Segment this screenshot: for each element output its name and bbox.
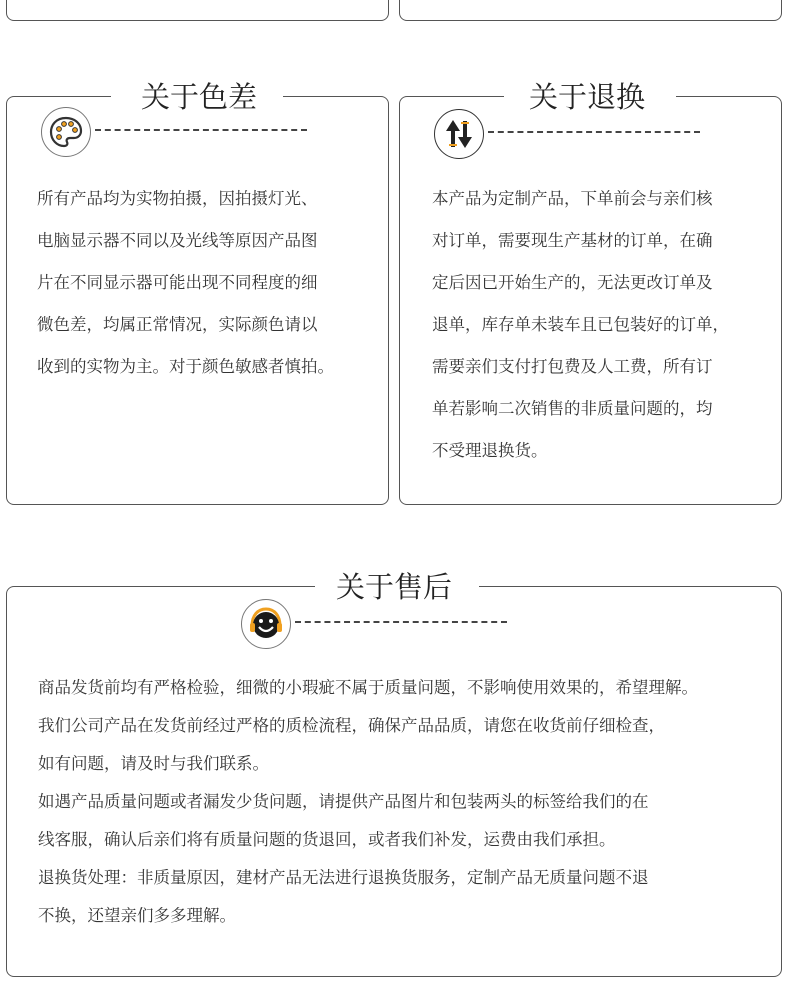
exchange-arrows-icon xyxy=(434,109,484,159)
text-line: 定后因已开始生产的，无法更改订单及 xyxy=(432,273,713,292)
dashed-divider xyxy=(295,621,507,623)
text-line: 如有问题，请及时与我们联系。 xyxy=(38,754,269,773)
color-difference-title: 关于色差 xyxy=(137,79,261,115)
text-line: 所有产品均为实物拍摄，因拍摄灯光、 xyxy=(37,189,318,208)
return-exchange-text xyxy=(432,178,729,472)
return-exchange-card xyxy=(399,80,782,505)
text-line: 商品发货前均有严格检验，细微的小瑕疵不属于质量问题，不影响使用效果的，希望理解。 xyxy=(38,678,698,697)
dashed-divider xyxy=(488,131,700,133)
text-line: 如遇产品质量问题或者漏发少货问题，请提供产品图片和包装两头的标签给我们的在 xyxy=(38,792,649,811)
text-line: 收到的实物为主。对于颜色敏感者慎拍。 xyxy=(37,357,334,376)
palette-icon xyxy=(41,107,91,157)
previous-card-left xyxy=(6,0,389,21)
text-line: 对订单，需要现生产基材的订单，在确 xyxy=(432,231,713,250)
previous-card-right xyxy=(399,0,782,21)
dashed-divider xyxy=(95,129,307,131)
text-line: 片在不同显示器可能出现不同程度的细 xyxy=(37,273,318,292)
after-sales-title: 关于售后 xyxy=(332,569,456,605)
text-line: 不受理退换货。 xyxy=(432,441,548,460)
text-line: 线客服，确认后亲们将有质量问题的货退回，或者我们补发，运费由我们承担。 xyxy=(38,830,616,849)
text-line: 电脑显示器不同以及光线等原因产品图 xyxy=(37,231,318,250)
return-exchange-title: 关于退换 xyxy=(525,79,649,115)
color-difference-text xyxy=(37,178,334,388)
color-difference-card xyxy=(6,80,389,505)
text-line: 不换，还望亲们多多理解。 xyxy=(38,906,236,925)
text-line: 需要亲们支付打包费及人工费，所有订 xyxy=(432,357,713,376)
text-line: 退单，库存单未装车且已包装好的订单， xyxy=(432,315,729,334)
after-sales-card xyxy=(6,570,782,977)
text-line: 退换货处理：非质量原因，建材产品无法进行退换货服务，定制产品无质量问题不退 xyxy=(38,868,649,887)
after-sales-text xyxy=(38,669,698,935)
smiley-headset-icon xyxy=(241,599,291,649)
text-line: 我们公司产品在发货前经过严格的质检流程，确保产品品质，请您在收货前仔细检查， xyxy=(38,716,665,735)
text-line: 本产品为定制产品，下单前会与亲们核 xyxy=(432,189,713,208)
text-line: 单若影响二次销售的非质量问题的，均 xyxy=(432,399,713,418)
text-line: 微色差，均属正常情况，实际颜色请以 xyxy=(37,315,318,334)
